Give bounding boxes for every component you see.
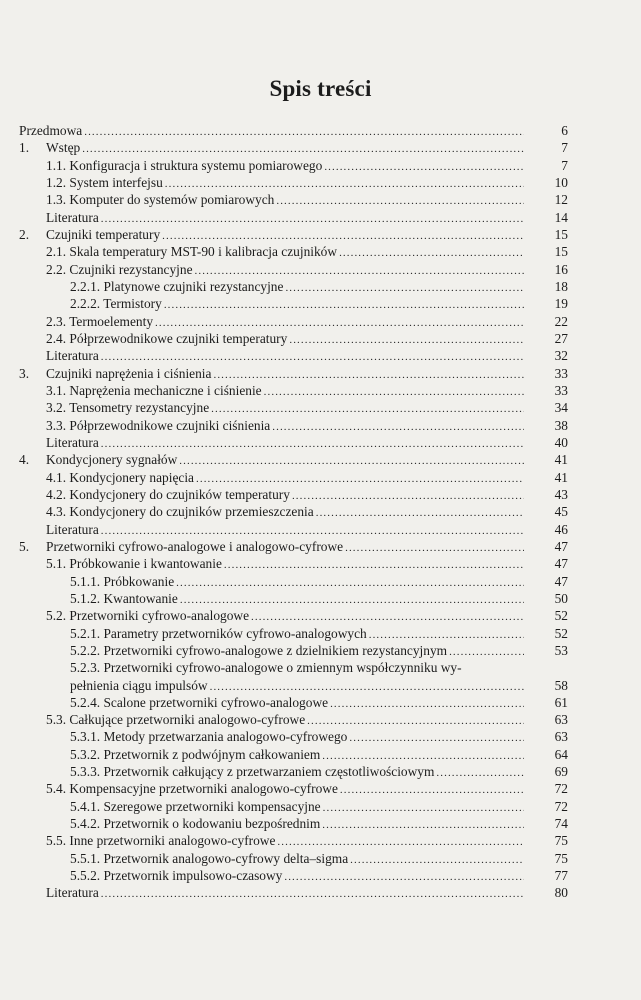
page-number: 12 — [554, 192, 568, 208]
toc-entry-title: 5.3.1. Metody przetwarzania analogowo-cyfrowego — [70, 729, 348, 745]
toc-row — [0, 365, 641, 382]
page-number: 34 — [554, 400, 568, 416]
page-number: 75 — [554, 850, 568, 866]
toc-row — [0, 642, 641, 659]
toc-entry-title: 4.1. Kondycjonery napięcia — [46, 469, 194, 485]
toc-row — [0, 677, 641, 694]
toc-entry-title: 5.5. Inne przetworniki analogowo-cyfrowe — [46, 833, 276, 849]
page-number: 40 — [554, 434, 568, 450]
chapter-number: 4. — [19, 452, 30, 468]
page-number: 22 — [554, 313, 568, 329]
page-number: 58 — [554, 677, 568, 693]
page-number: 61 — [554, 694, 568, 710]
toc-entry-title: 3.2. Tensometry rezystancyjne — [46, 400, 210, 416]
toc-entry-title: 4.3. Kondycjonery do czujników przemieszczenia — [46, 504, 314, 520]
toc-entry-title: 5.3.2. Przetwornik z podwójnym całkowaniem — [70, 746, 321, 762]
toc-entry-title: 5.3. Całkujące przetworniki analogowo-cyfrowe — [46, 712, 306, 728]
page-number: 52 — [554, 625, 568, 641]
toc-entry-title: 2.4. Półprzewodnikowe czujniki temperatury — [46, 330, 288, 346]
page-number: 45 — [554, 504, 568, 520]
toc-row — [0, 538, 641, 555]
toc-row — [0, 209, 641, 226]
page-number: 72 — [554, 798, 568, 814]
toc-row — [0, 191, 641, 208]
page-number: 52 — [554, 608, 568, 624]
toc-row — [0, 122, 641, 139]
toc-row — [0, 503, 641, 520]
toc-row — [0, 590, 641, 607]
toc-row — [0, 746, 641, 763]
toc-row — [0, 157, 641, 174]
toc-entry-title: 3.3. Półprzewodnikowe czujniki ciśnienia — [46, 417, 271, 433]
page-number: 15 — [554, 244, 568, 260]
toc-row — [0, 884, 641, 901]
chapter-number: 3. — [19, 365, 30, 381]
toc-row — [0, 659, 641, 676]
toc-entry-title: pełnienia ciągu impulsów — [70, 677, 208, 693]
toc-entry-title: 5.1.2. Kwantowanie — [70, 590, 178, 606]
toc-entry-title: 5.4. Kompensacyjne przetworniki analogowo-cyfrowe — [46, 781, 338, 797]
toc-entry-title: Literatura — [46, 885, 99, 901]
page-number: 10 — [554, 174, 568, 190]
page-number: 80 — [554, 885, 568, 901]
toc-row — [0, 694, 641, 711]
toc-entry-title: 5.2.3. Przetworniki cyfrowo-analogowe o zmiennym współczynniku wy- — [70, 660, 462, 676]
toc-entry-title: 5.2.2. Przetworniki cyfrowo-analogowe z dzielnikiem rezystancyjnym — [70, 642, 448, 658]
toc-row — [0, 417, 641, 434]
toc-row — [0, 832, 641, 849]
page-number: 77 — [554, 868, 568, 884]
page-number: 18 — [554, 278, 568, 294]
toc-entry-title: 2.3. Termoelementy — [46, 313, 154, 329]
toc-entry-title: Literatura — [46, 348, 99, 364]
page-number: 47 — [554, 538, 568, 554]
toc-entry-title: Wstęp — [46, 140, 81, 156]
toc-row — [0, 486, 641, 503]
toc-row — [0, 850, 641, 867]
page-number: 63 — [554, 712, 568, 728]
toc-row — [0, 573, 641, 590]
toc-row — [0, 243, 641, 260]
toc-row — [0, 607, 641, 624]
chapter-number: 2. — [19, 226, 30, 242]
toc-entry-title: 5.1.1. Próbkowanie — [70, 573, 175, 589]
page-number: 47 — [554, 556, 568, 572]
toc-entry-title: Literatura — [46, 434, 99, 450]
page-number: 27 — [554, 330, 568, 346]
toc-row — [0, 763, 641, 780]
dot-leader — [101, 886, 524, 903]
toc-row — [0, 313, 641, 330]
toc-row — [0, 625, 641, 642]
page-title: Spis treści — [269, 76, 372, 101]
toc-entry[interactable] — [46, 884, 524, 903]
toc-row — [0, 434, 641, 451]
page-number: 32 — [554, 348, 568, 364]
page-number: 7 — [561, 140, 568, 156]
page-number: 33 — [554, 365, 568, 381]
toc-entry-title: Przetworniki cyfrowo-analogowe i analogowo-cyfrowe — [46, 538, 344, 554]
toc-entry-title: Literatura — [46, 209, 99, 225]
page-number: 46 — [554, 521, 568, 537]
page-number: 43 — [554, 486, 568, 502]
toc-entry-title: 2.2.1. Platynowe czujniki rezystancyjne — [70, 278, 284, 294]
page-number: 64 — [554, 746, 568, 762]
page-number: 47 — [554, 573, 568, 589]
toc-row — [0, 399, 641, 416]
toc-row — [0, 728, 641, 745]
toc-row — [0, 278, 641, 295]
toc-row — [0, 226, 641, 243]
toc-row — [0, 347, 641, 364]
toc-entry-title: 3.1. Naprężenia mechaniczne i ciśnienie — [46, 382, 262, 398]
page-number: 72 — [554, 781, 568, 797]
toc-entry-title: Przedmowa — [19, 123, 83, 138]
page-number: 74 — [554, 816, 568, 832]
page-number: 41 — [554, 452, 568, 468]
toc-row — [0, 261, 641, 278]
toc-entry-title: 5.4.2. Przetwornik o kodowaniu bezpośrednim — [70, 816, 321, 832]
chapter-number: 5. — [19, 538, 30, 554]
toc-entry-title: 1.3. Komputer do systemów pomiarowych — [46, 192, 275, 208]
page-number: 75 — [554, 833, 568, 849]
toc-row — [0, 521, 641, 538]
toc-row — [0, 555, 641, 572]
toc-row — [0, 815, 641, 832]
toc-row — [0, 451, 641, 468]
table-of-contents — [0, 122, 641, 902]
page-number: 19 — [554, 296, 568, 312]
page-number: 63 — [554, 729, 568, 745]
page-number: 69 — [554, 764, 568, 780]
page-number: 16 — [554, 261, 568, 277]
toc-entry-title: 2.2.2. Termistory — [70, 296, 162, 312]
toc-entry-title: 5.2.1. Parametry przetworników cyfrowo-analogowych — [70, 625, 367, 641]
page-number: 15 — [554, 226, 568, 242]
toc-entry-title: 5.1. Próbkowanie i kwantowanie — [46, 556, 222, 572]
toc-entry-title: Czujniki naprężenia i ciśnienia — [46, 365, 212, 381]
toc-entry-title: 2.1. Skala temperatury MST-90 i kalibracja czujników — [46, 244, 338, 260]
page-number: 7 — [561, 157, 568, 173]
toc-entry-title: Kondycjonery sygnałów — [46, 452, 178, 468]
toc-entry-title: 1.1. Konfiguracja i struktura systemu pomiarowego — [46, 157, 323, 173]
page-number: 33 — [554, 382, 568, 398]
toc-entry-title: Czujniki temperatury — [46, 226, 161, 242]
toc-entry-title: 4.2. Kondycjonery do czujników temperatury — [46, 486, 290, 502]
toc-row — [0, 780, 641, 797]
toc-entry-title: 5.4.1. Szeregowe przetworniki kompensacyjne — [70, 798, 321, 814]
toc-row — [0, 382, 641, 399]
toc-entry-title: 2.2. Czujniki rezystancyjne — [46, 261, 193, 277]
page-number: 6 — [561, 123, 568, 138]
toc-row — [0, 469, 641, 486]
page-number: 38 — [554, 417, 568, 433]
toc-entry-title: 5.2. Przetworniki cyfrowo-analogowe — [46, 608, 250, 624]
toc-entry-title: 1.2. System interfejsu — [46, 174, 163, 190]
toc-entry-title: 5.2.4. Scalone przetworniki cyfrowo-analogowe — [70, 694, 329, 710]
page-number: 14 — [554, 209, 568, 225]
page-number: 53 — [554, 642, 568, 658]
toc-entry-title: 5.3.3. Przetwornik całkujący z przetwarzaniem częstotliwościowym — [70, 764, 435, 780]
toc-row — [0, 798, 641, 815]
toc-row — [0, 330, 641, 347]
page-number: 41 — [554, 469, 568, 485]
toc-row — [0, 867, 641, 884]
toc-entry-title: Literatura — [46, 521, 99, 537]
toc-row — [0, 139, 641, 156]
toc-row — [0, 295, 641, 312]
chapter-number: 1. — [19, 140, 30, 156]
toc-entry-title: 5.5.1. Przetwornik analogowo-cyfrowy delta–sigma — [70, 850, 349, 866]
toc-row — [0, 174, 641, 191]
toc-row — [0, 711, 641, 728]
toc-entry-title: 5.5.2. Przetwornik impulsowo-czasowy — [70, 868, 283, 884]
page-number: 50 — [554, 590, 568, 606]
